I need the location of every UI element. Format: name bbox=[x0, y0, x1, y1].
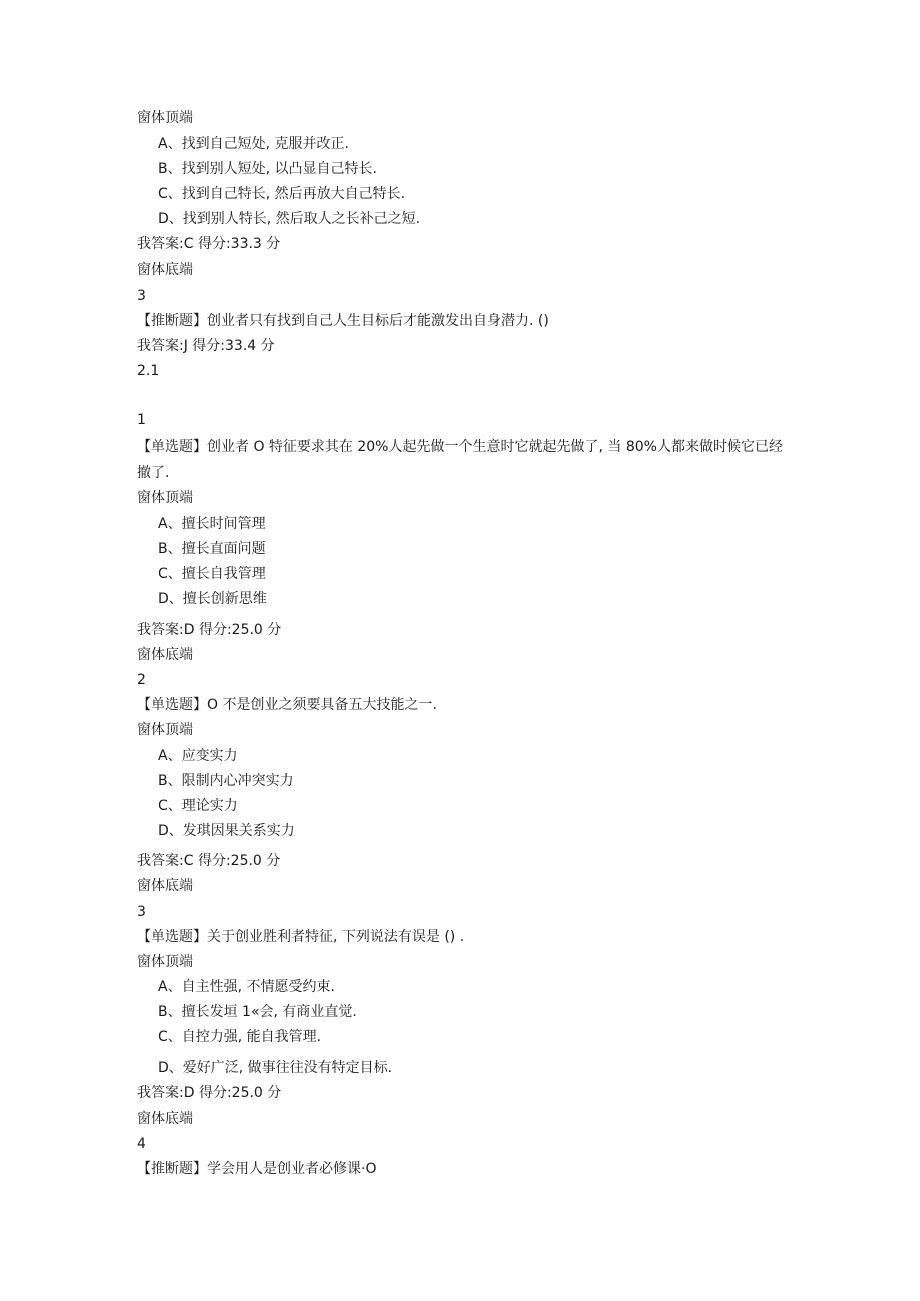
question-text: 【单选题】关于创业胜利者特征, 下列说法有误是 () . bbox=[137, 929, 465, 945]
question-text: 【推断题】学会用人是创业者必修课·O bbox=[137, 1161, 377, 1177]
option-c: C、找到自己特长, 然后再放大自己特长. bbox=[158, 186, 406, 202]
question-text: 【推断题】创业者只有找到自己人生目标后才能激发出自身潜力. () bbox=[137, 313, 549, 329]
option-a: A、应变实力 bbox=[158, 748, 238, 764]
form-top-marker: 窗体顶端 bbox=[137, 954, 193, 970]
question-text: 【单选题】O 不是创业之须要具备五大技能之一. bbox=[137, 697, 437, 713]
question-number: 4 bbox=[137, 1136, 146, 1152]
question-number: 3 bbox=[137, 288, 146, 304]
answer-line: 我答案:J 得分:33.4 分 bbox=[137, 338, 275, 354]
option-d: D、爱好广泛, 做事往往没有特定目标. bbox=[158, 1060, 393, 1076]
option-b: B、找到别人短处, 以凸显自己特长. bbox=[158, 161, 377, 177]
question-number: 1 bbox=[137, 412, 146, 428]
form-bottom-marker: 窗体底端 bbox=[137, 647, 193, 663]
question-number: 2 bbox=[137, 672, 146, 688]
answer-line: 我答案:D 得分:25.0 分 bbox=[137, 622, 282, 638]
question-number: 3 bbox=[137, 904, 146, 920]
option-d: D、找到别人特长, 然后取人之长补己之短. bbox=[158, 211, 421, 227]
option-c: C、自控力强, 能自我管理. bbox=[158, 1029, 322, 1045]
option-a: A、擅长时间管理 bbox=[158, 516, 266, 532]
option-c: C、理论实力 bbox=[158, 798, 238, 814]
option-b: B、擅长直面问题 bbox=[158, 541, 266, 557]
option-a: A、自主性强, 不情愿受约束. bbox=[158, 979, 335, 995]
section-heading: 2.1 bbox=[137, 363, 160, 379]
option-b: B、限制内心冲突实力 bbox=[158, 773, 294, 789]
form-top-marker: 窗体顶端 bbox=[137, 490, 193, 506]
form-bottom-marker: 窗体底端 bbox=[137, 878, 193, 894]
question-text: 【单选题】创业者 O 特征要求其在 20%人起先做一个生意时它就起先做了, 当 80%人都来做时候它已经撤了. bbox=[137, 439, 783, 481]
option-a: A、找到自己短处, 克服并改正. bbox=[158, 136, 349, 152]
option-c: C、擅长自我管理 bbox=[158, 566, 266, 582]
answer-line: 我答案:D 得分:25.0 分 bbox=[137, 1085, 282, 1101]
answer-line: 我答案:C 得分:33.3 分 bbox=[137, 236, 281, 252]
form-bottom-marker: 窗体底端 bbox=[137, 1111, 193, 1127]
option-d: D、发琪因果关系实力 bbox=[158, 823, 295, 839]
form-bottom-marker: 窗体底端 bbox=[137, 262, 193, 278]
answer-line: 我答案:C 得分:25.0 分 bbox=[137, 853, 281, 869]
option-b: B、擅长发垣 1«会, 有商业直觉. bbox=[158, 1004, 357, 1020]
form-top-marker: 窗体顶端 bbox=[137, 722, 193, 738]
form-top-marker: 窗体顶端 bbox=[137, 110, 193, 126]
option-d: D、擅长创新思维 bbox=[158, 591, 267, 607]
